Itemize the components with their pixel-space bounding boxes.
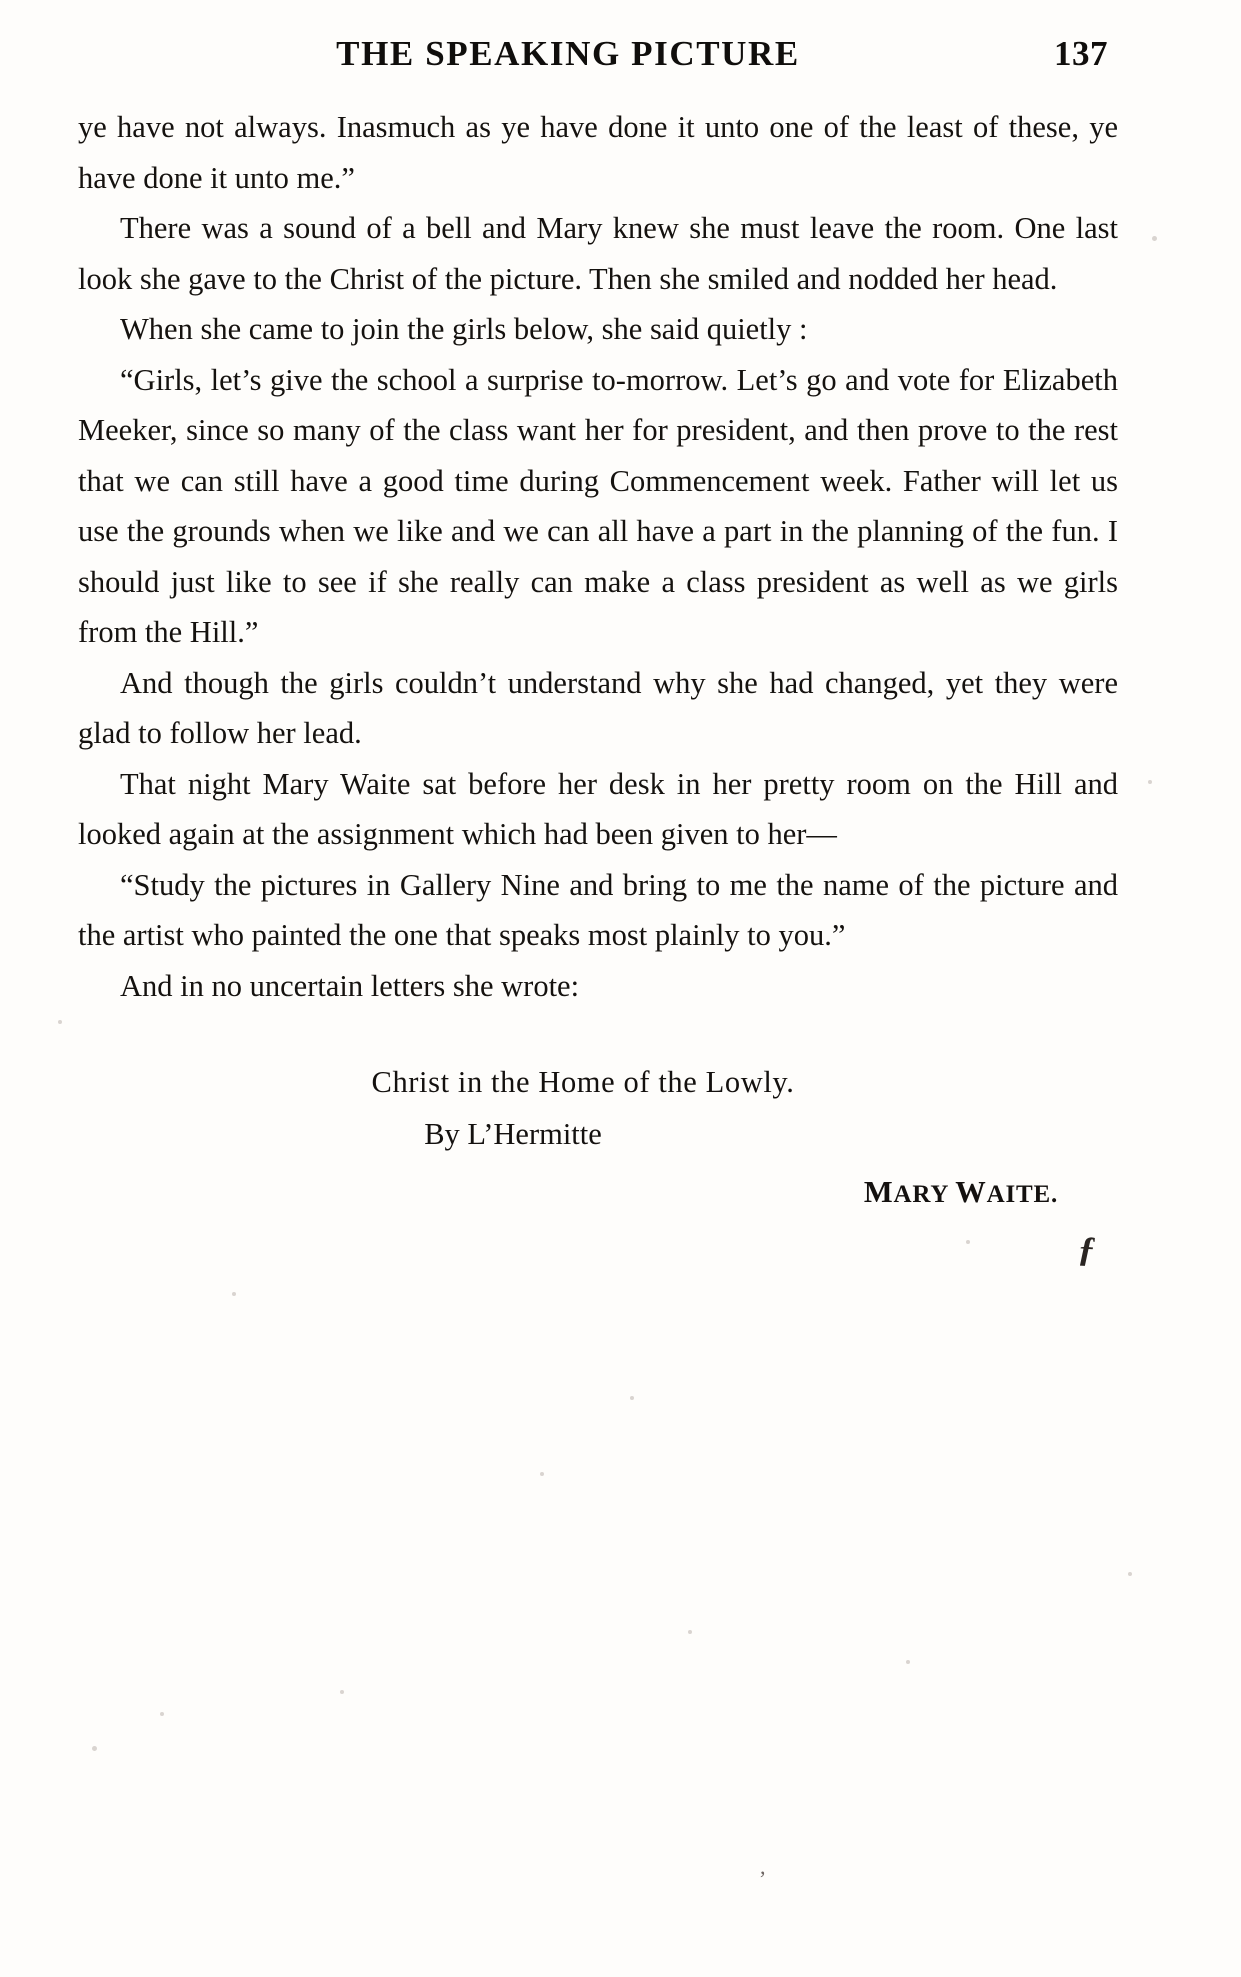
signature-initial-w: W [955, 1175, 987, 1209]
paragraph: That night Mary Waite sat before her desk in her pretty room on the Hill and looked again at the assignment which had been given to her— [78, 766, 1118, 851]
paragraph: “Girls, let’s give the school a surprise to-morrow. Let’s go and vote for Elizabeth Meeker, since so many of the class want her for president, and then prove to the rest that we can still have a good time during Commencement week. Father will let us use the grounds when we like and we can all have a part in the planning of the fun. I should just like to see if she really can make a class president as well as we girls from the Hill.” [78, 362, 1118, 649]
artwork-artist: By L’Hermitte [424, 1117, 602, 1151]
paper-speck [540, 1472, 544, 1476]
paper-speck [340, 1690, 344, 1694]
paper-speck [160, 1712, 164, 1716]
paper-speck [232, 1292, 236, 1296]
paper-speck [1128, 1572, 1132, 1576]
signature-initial-m: M [863, 1175, 894, 1209]
pen-mark: ƒ [1076, 1228, 1098, 1270]
paper-speck [906, 1660, 910, 1664]
paper-speck [630, 1396, 634, 1400]
running-head [48, 30, 1148, 96]
paper-speck [92, 1746, 97, 1751]
paragraph: “Study the pictures in Gallery Nine and bring to me the name of the picture and the artist who painted the one that speaks most plainly to you.” [78, 867, 1118, 952]
artwork-title: Christ in the Home of the Lowly. [371, 1065, 795, 1099]
signature-name [78, 1167, 1118, 1220]
paper-speck [1148, 780, 1152, 784]
paper-speck [58, 1020, 62, 1024]
paragraph: And though the girls couldn’t understand why she had changed, yet they were glad to follow her lead. [78, 665, 1118, 750]
paragraph: ye have not always. Inasmuch as ye have done it unto one of the least of these, ye have done it unto me.” [78, 110, 1118, 195]
paragraph: There was a sound of a bell and Mary knew she must leave the room. One last look she gave to the Christ of the picture. Then she smiled and nodded her head. [78, 211, 1118, 296]
paper-speck [966, 1240, 970, 1244]
page-content [48, 30, 1148, 1220]
page-number: 137 [1054, 34, 1108, 73]
page-speck-mark: , [760, 1854, 766, 1879]
paper-speck [688, 1630, 692, 1634]
paragraph: And in no uncertain letters she wrote: [120, 968, 580, 1003]
body-text [78, 102, 1118, 1011]
signature-block [78, 1057, 1118, 1220]
signature-waite: AITE. [986, 1181, 1058, 1208]
paper-speck [1152, 236, 1157, 241]
signature-mary: ARY [893, 1181, 956, 1208]
paragraph: When she came to join the girls below, she said quietly : [120, 312, 808, 346]
page-title: THE SPEAKING PICTURE [336, 34, 800, 73]
